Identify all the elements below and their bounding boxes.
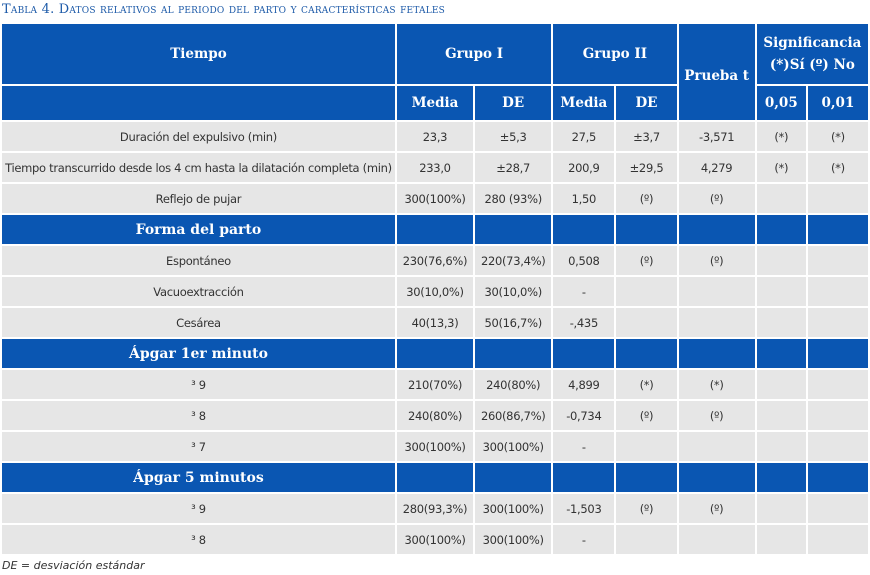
header-row-1 xyxy=(2,24,868,84)
table-cell: 0,508 xyxy=(553,246,614,275)
table-cell: (º) xyxy=(679,401,755,430)
table-cell: (*) xyxy=(757,122,806,151)
section-cell xyxy=(553,463,614,492)
row-label: ³ 8 xyxy=(2,525,395,554)
table-title: Tabla 4. Datos relativos al periodo del parto y características fetales xyxy=(2,2,446,17)
table-cell: ±3,7 xyxy=(616,122,676,151)
row-label: Duración del expulsivo (min) xyxy=(2,122,395,151)
table-cell: - xyxy=(553,432,614,461)
row-label: ³ 7 xyxy=(2,432,395,461)
table-cell xyxy=(616,277,676,306)
row-label: Reflejo de pujar xyxy=(2,184,395,213)
table-cell: 300(100%) xyxy=(397,184,473,213)
section-cell xyxy=(475,339,551,368)
header-media-2: Media xyxy=(553,86,614,120)
table-cell xyxy=(808,277,868,306)
table-cell: 300(100%) xyxy=(475,525,551,554)
table-cell xyxy=(679,277,755,306)
table-cell xyxy=(808,525,868,554)
table-cell: 240(80%) xyxy=(475,370,551,399)
header-significancia-label: Significancia xyxy=(763,35,862,51)
row-label: Tiempo transcurrido desde los 4 cm hasta la dilatación completa (min) xyxy=(2,153,395,182)
table-cell xyxy=(808,370,868,399)
section-title: Forma del parto xyxy=(2,215,395,244)
row-label: ³ 9 xyxy=(2,494,395,523)
table-row xyxy=(2,401,868,430)
table-cell: -0,734 xyxy=(553,401,614,430)
table-cell xyxy=(757,246,806,275)
table-cell: - xyxy=(553,525,614,554)
table-cell: 300(100%) xyxy=(397,525,473,554)
section-cell xyxy=(475,215,551,244)
table-cell xyxy=(757,432,806,461)
table-cell: - xyxy=(553,277,614,306)
table-row xyxy=(2,184,868,213)
table-cell: 230(76,6%) xyxy=(397,246,473,275)
section-cell xyxy=(475,463,551,492)
row-label: ³ 9 xyxy=(2,370,395,399)
table-cell xyxy=(808,401,868,430)
row-label: Cesárea xyxy=(2,308,395,337)
header-media-1: Media xyxy=(397,86,473,120)
table-cell: 300(100%) xyxy=(475,432,551,461)
table-cell: 40(13,3) xyxy=(397,308,473,337)
section-row xyxy=(2,215,868,244)
table-cell: 233,0 xyxy=(397,153,473,182)
section-cell xyxy=(808,339,868,368)
section-cell xyxy=(679,339,755,368)
table-cell: 210(70%) xyxy=(397,370,473,399)
header-grupo-2: Grupo II xyxy=(553,24,676,84)
header-significancia-legend: (*)Sí (º) No xyxy=(769,57,855,73)
table-cell: (º) xyxy=(616,246,676,275)
header-tiempo: Tiempo xyxy=(2,24,395,84)
section-title: Ápgar 1er minuto xyxy=(2,339,395,368)
section-cell xyxy=(808,215,868,244)
header-de-1: DE xyxy=(475,86,551,120)
table-cell: 50(16,7%) xyxy=(475,308,551,337)
table-cell: (*) xyxy=(808,153,868,182)
table-cell: ±29,5 xyxy=(616,153,676,182)
table-cell: 30(10,0%) xyxy=(475,277,551,306)
table-row xyxy=(2,525,868,554)
section-cell xyxy=(757,215,806,244)
table-cell: 4,279 xyxy=(679,153,755,182)
table-cell: -1,503 xyxy=(553,494,614,523)
table-cell xyxy=(757,277,806,306)
data-table xyxy=(0,22,870,556)
table-cell xyxy=(616,432,676,461)
table-cell: (*) xyxy=(679,370,755,399)
table-row xyxy=(2,277,868,306)
table-cell: (º) xyxy=(679,246,755,275)
header-de-2: DE xyxy=(616,86,676,120)
section-cell xyxy=(397,339,473,368)
table-cell: ±28,7 xyxy=(475,153,551,182)
table-cell: 280(93,3%) xyxy=(397,494,473,523)
table-row xyxy=(2,494,868,523)
header-grupo-1: Grupo I xyxy=(397,24,551,84)
section-cell xyxy=(679,463,755,492)
table-cell xyxy=(808,494,868,523)
table-cell xyxy=(808,246,868,275)
table-cell xyxy=(757,184,806,213)
table-cell xyxy=(679,308,755,337)
table-cell: -3,571 xyxy=(679,122,755,151)
header-significancia xyxy=(757,24,868,84)
section-cell xyxy=(397,215,473,244)
table-cell xyxy=(679,525,755,554)
table-cell: (*) xyxy=(616,370,676,399)
table-row xyxy=(2,246,868,275)
row-label: Espontáneo xyxy=(2,246,395,275)
table-cell: 260(86,7%) xyxy=(475,401,551,430)
section-cell xyxy=(397,463,473,492)
table-cell: 280 (93%) xyxy=(475,184,551,213)
table-cell: 4,899 xyxy=(553,370,614,399)
section-cell xyxy=(808,463,868,492)
table-cell: 300(100%) xyxy=(475,494,551,523)
table-cell xyxy=(757,370,806,399)
table-cell: (º) xyxy=(616,494,676,523)
row-label: ³ 8 xyxy=(2,401,395,430)
section-row xyxy=(2,463,868,492)
table-cell xyxy=(757,525,806,554)
table-row xyxy=(2,308,868,337)
table-cell: (º) xyxy=(679,494,755,523)
table-cell: (º) xyxy=(616,401,676,430)
table-cell: ±5,3 xyxy=(475,122,551,151)
table-row xyxy=(2,153,868,182)
header-p-001: 0,01 xyxy=(808,86,868,120)
table-cell: (*) xyxy=(808,122,868,151)
section-row xyxy=(2,339,868,368)
table-cell: 27,5 xyxy=(553,122,614,151)
table-row xyxy=(2,432,868,461)
table-cell xyxy=(616,308,676,337)
table-cell xyxy=(616,525,676,554)
table-cell: 240(80%) xyxy=(397,401,473,430)
table-cell xyxy=(679,432,755,461)
table-cell: 300(100%) xyxy=(397,432,473,461)
table-cell: (*) xyxy=(757,153,806,182)
table-row xyxy=(2,370,868,399)
table-cell: 1,50 xyxy=(553,184,614,213)
section-cell xyxy=(553,339,614,368)
footnote: DE = desviación estándar xyxy=(2,559,145,572)
section-cell xyxy=(616,215,676,244)
section-cell xyxy=(757,463,806,492)
table-cell xyxy=(757,308,806,337)
section-cell xyxy=(616,339,676,368)
row-label: Vacuoextracción xyxy=(2,277,395,306)
header-blank xyxy=(2,86,395,120)
table-cell: -,435 xyxy=(553,308,614,337)
section-cell xyxy=(679,215,755,244)
table-cell: (º) xyxy=(616,184,676,213)
section-title: Ápgar 5 minutos xyxy=(2,463,395,492)
section-cell xyxy=(757,339,806,368)
header-prueba-t: Prueba t xyxy=(679,24,755,120)
table-cell xyxy=(808,308,868,337)
table-cell xyxy=(757,401,806,430)
table-cell: (º) xyxy=(679,184,755,213)
table-cell xyxy=(757,494,806,523)
section-cell xyxy=(616,463,676,492)
table-cell: 30(10,0%) xyxy=(397,277,473,306)
table-row xyxy=(2,122,868,151)
table-cell xyxy=(808,432,868,461)
table-cell: 200,9 xyxy=(553,153,614,182)
table-cell xyxy=(808,184,868,213)
table-cell: 220(73,4%) xyxy=(475,246,551,275)
header-p-005: 0,05 xyxy=(757,86,806,120)
section-cell xyxy=(553,215,614,244)
table-cell: 23,3 xyxy=(397,122,473,151)
